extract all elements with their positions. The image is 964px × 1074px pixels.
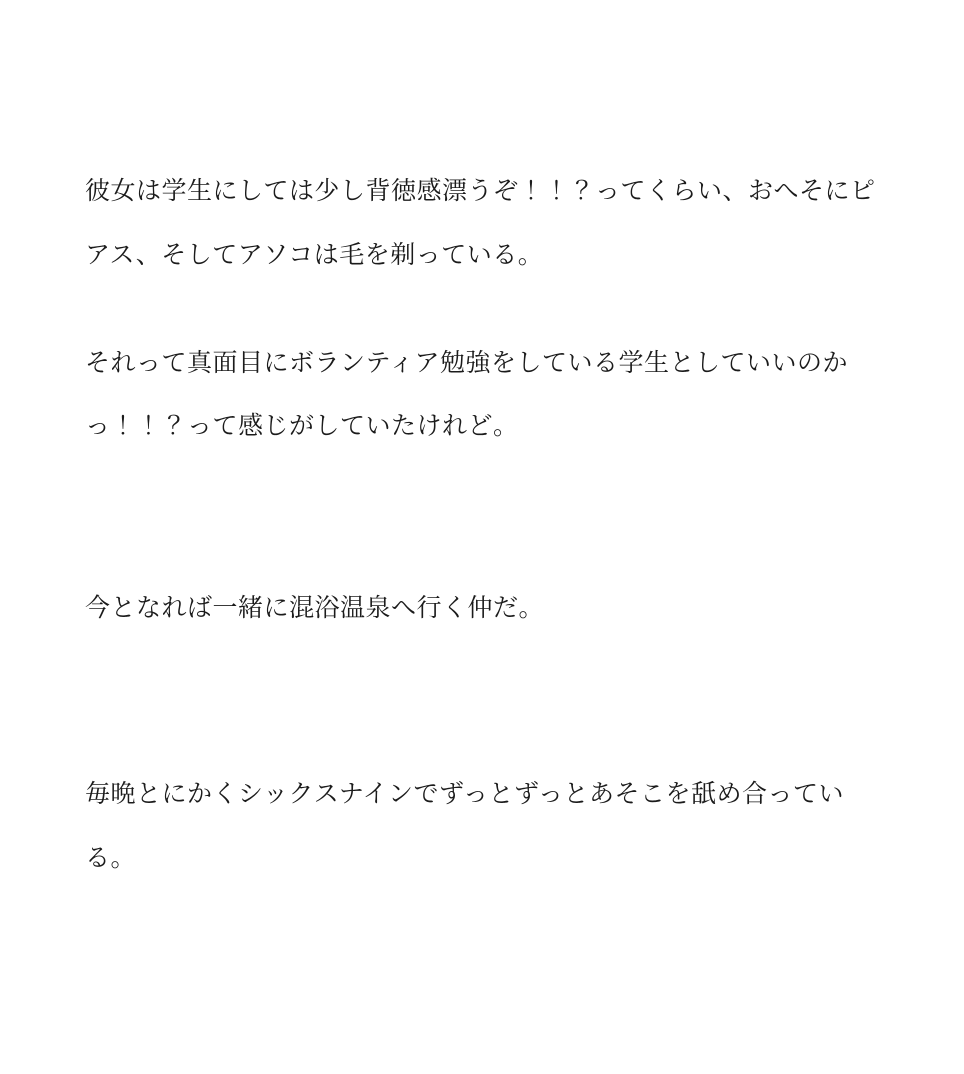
paragraph-spacer bbox=[85, 641, 879, 763]
paragraph-2: それって真面目にボランティア勉強をしている学生としていいのかっ！！？って感じがしていたけれど。 bbox=[85, 349, 849, 441]
paragraph-1: 彼女は学生にしては少し背徳感漂うぞ！！？ってくらい、おへそにピアス、そしてアソコは毛を剃っている。 bbox=[85, 178, 876, 269]
paragraph-spacer bbox=[85, 459, 879, 577]
paragraph-spacer bbox=[85, 288, 879, 332]
paragraph-3: 今となれば一緒に混浴温泉へ行く仲だ。 bbox=[85, 595, 545, 622]
paragraph-4: 毎晩とにかくシックスナインでずっとずっとあそこを舐め合っている。 bbox=[85, 780, 845, 872]
